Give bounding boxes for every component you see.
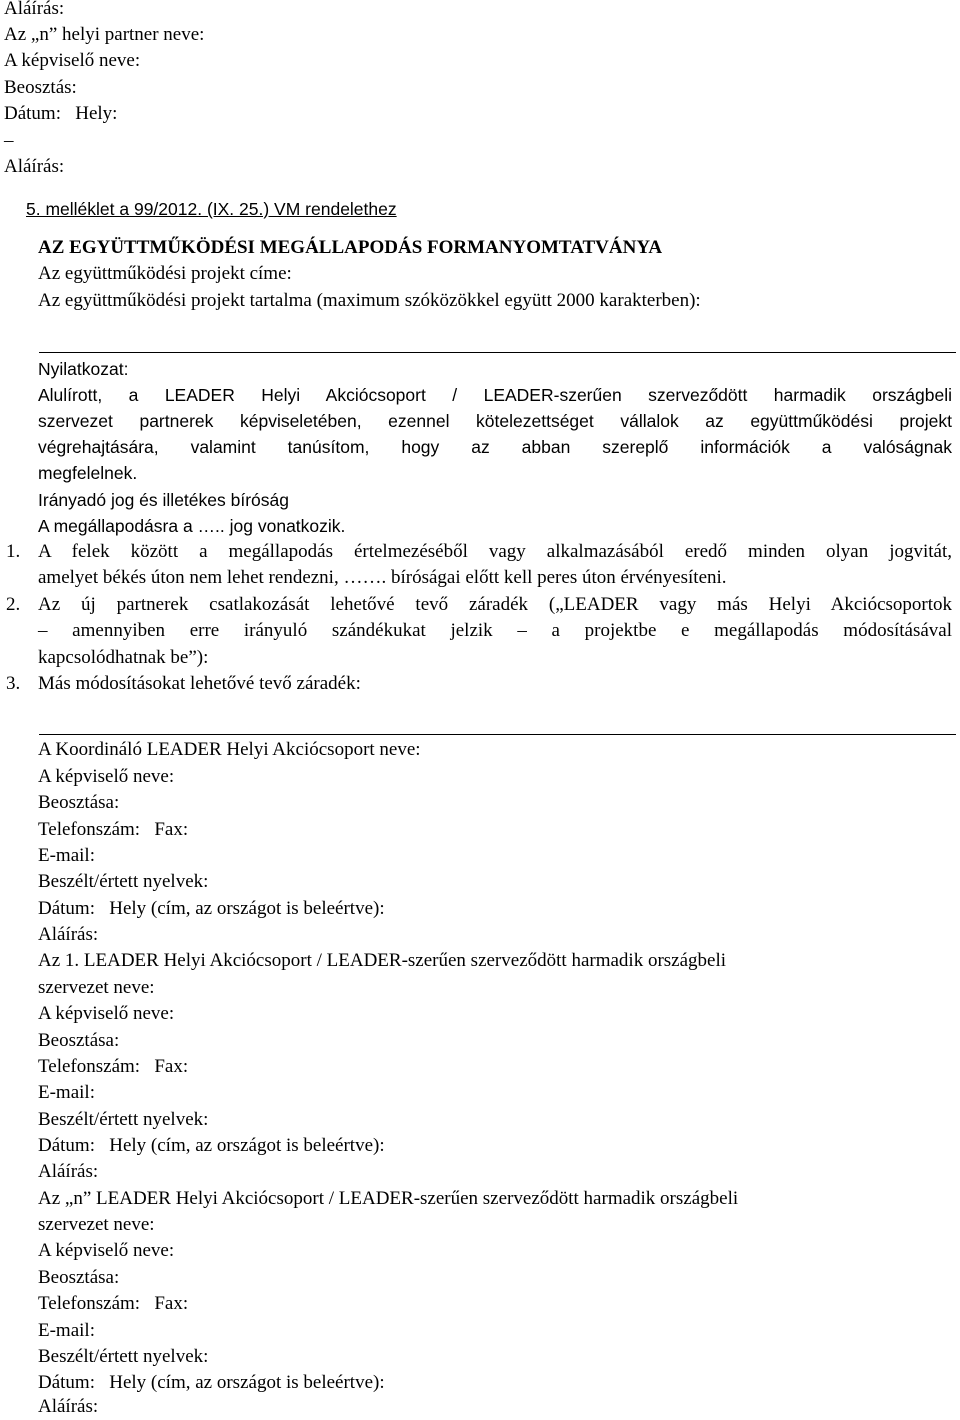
coordinator-phone-fax-label: Telefonszám: Fax: (38, 819, 189, 840)
coordinator-email-label: E-mail: (38, 845, 95, 866)
clause-number: 2. (6, 594, 21, 615)
law-text: A megállapodásra a ….. jog vonatkozik. (38, 516, 346, 536)
declaration-line: megfelelnek. (38, 463, 138, 483)
partner1-signature-label: Aláírás: (38, 1161, 99, 1182)
coordinator-position-label: Beosztása: (38, 792, 120, 813)
top-signature-label-2: Aláírás: (4, 156, 65, 177)
coordinator-signature-label: Aláírás: (38, 924, 99, 945)
partner1-position-label: Beosztása: (38, 1030, 120, 1051)
partnerN-email-label: E-mail: (38, 1320, 95, 1341)
partnerN-date-place-label: Dátum: Hely (cím, az országot is beleértve): (38, 1372, 385, 1393)
position-label: Beosztás: (4, 77, 77, 98)
partnerN-name-label: Az „n” LEADER Helyi Akciócsoport / LEADER-szerűen szerveződött harmadik országbeli (38, 1188, 739, 1209)
clause-number: 3. (6, 673, 21, 694)
partnerN-position-label: Beosztása: (38, 1267, 120, 1288)
partnerN-representative-label: A képviselő neve: (38, 1240, 175, 1261)
partner1-name-label: Az 1. LEADER Helyi Akciócsoport / LEADER-szerűen szerveződött harmadik országbeli (38, 950, 727, 971)
partnerN-name-label-cont: szervezet neve: (38, 1214, 155, 1235)
separator-line-2 (39, 734, 956, 735)
law-heading: Irányadó jog és illetékes bíróság (38, 490, 289, 510)
dash-line: – (4, 130, 14, 151)
separator-line-1 (39, 352, 956, 353)
partner1-date-place-label: Dátum: Hely (cím, az országot is beleértve): (38, 1135, 385, 1156)
declaration-line: szervezet partnerek képviseletében, ezennel kötelezettséget vállalok az együttműködési projekt (38, 411, 952, 431)
coordinator-date-place-label: Dátum: Hely (cím, az országot is beleértve): (38, 898, 385, 919)
representative-label: A képviselő neve: (4, 50, 141, 71)
coordinator-representative-label: A képviselő neve: (38, 766, 175, 787)
project-content-label: Az együttműködési projekt tartalma (maximum szóközökkel együtt 2000 karakterben): (38, 290, 701, 311)
partner1-email-label: E-mail: (38, 1082, 95, 1103)
project-title-label: Az együttműködési projekt címe: (38, 263, 292, 284)
date-place-label: Dátum: Hely: (4, 103, 118, 124)
top-signature-label: Aláírás: (4, 0, 65, 19)
partner1-phone-fax-label: Telefonszám: Fax: (38, 1056, 189, 1077)
declaration-line: végrehajtására, valamint tanúsítom, hogy az abban szereplő információk a valóságnak (38, 437, 952, 457)
clause-line: amelyet békés úton nem lehet rendezni, ……. bíróságai előtt kell peres úton érvényesíteni. (38, 567, 727, 588)
partner1-representative-label: A képviselő neve: (38, 1003, 175, 1024)
partnerN-phone-fax-label: Telefonszám: Fax: (38, 1293, 189, 1314)
clause-line: Más módosításokat lehetővé tevő záradék: (38, 673, 361, 694)
clause-number: 1. (6, 541, 21, 562)
partner1-name-label-cont: szervezet neve: (38, 977, 155, 998)
partner1-languages-label: Beszélt/értett nyelvek: (38, 1109, 209, 1130)
clause-line: – amennyiben erre irányuló szándékukat jelzik – a projektbe e megállapodás módosításával (38, 620, 952, 641)
document-title: AZ EGYÜTTMŰKÖDÉSI MEGÁLLAPODÁS FORMANYOMTATVÁNYA (38, 237, 663, 258)
annex-reference: 5. melléklet a 99/2012. (IX. 25.) VM rendelethez (26, 199, 397, 219)
clause-line: Az új partnerek csatlakozását lehetővé tevő záradék („LEADER vagy más Helyi Akciócsoportok (38, 594, 952, 615)
declaration-heading: Nyilatkozat: (38, 359, 129, 379)
n-partner-name-label: Az „n” helyi partner neve: (4, 24, 205, 45)
partnerN-signature-label: Aláírás: (38, 1396, 99, 1417)
coordinator-name-label: A Koordináló LEADER Helyi Akciócsoport neve: (38, 739, 421, 760)
clause-line: kapcsolódhatnak be”): (38, 647, 209, 668)
declaration-line: Alulírott, a LEADER Helyi Akciócsoport / LEADER-szerűen szerveződött harmadik országbeli (38, 385, 952, 405)
partnerN-languages-label: Beszélt/értett nyelvek: (38, 1346, 209, 1367)
clause-line: A felek között a megállapodás értelmezéséből vagy alkalmazásából eredő minden olyan jogvitát, (38, 541, 952, 562)
coordinator-languages-label: Beszélt/értett nyelvek: (38, 871, 209, 892)
